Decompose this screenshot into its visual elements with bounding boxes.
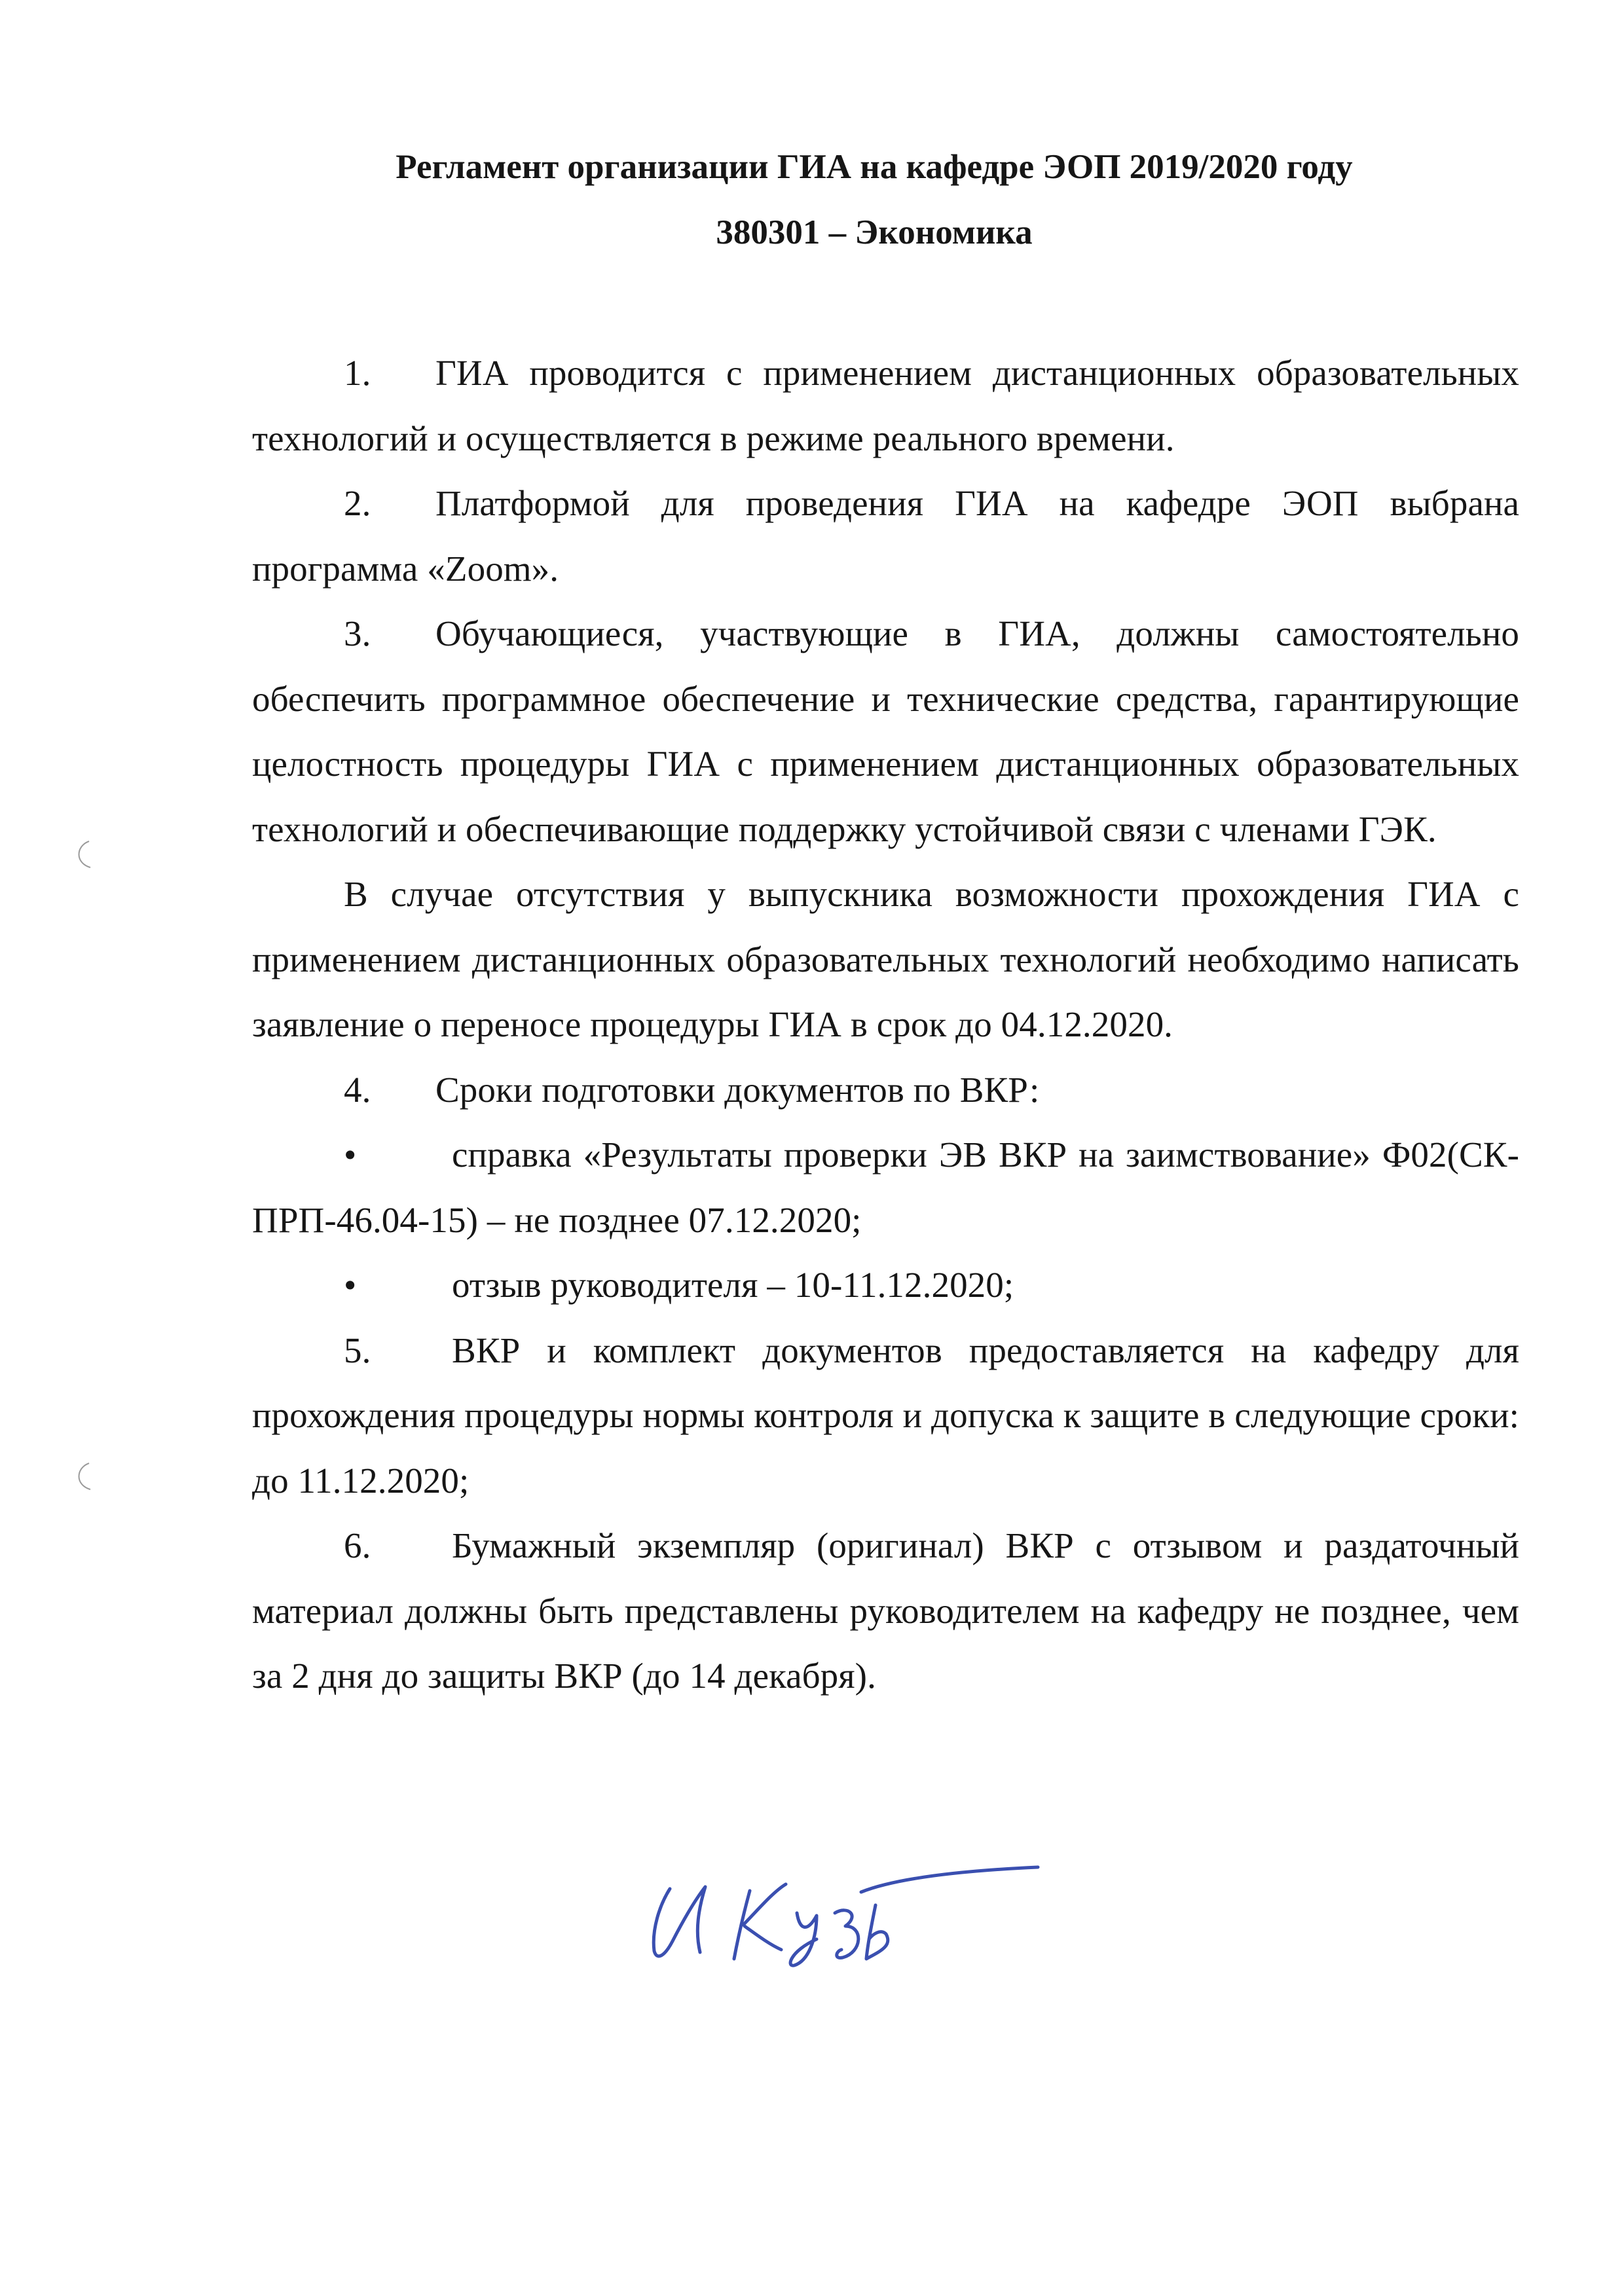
item-number: 1. <box>344 353 371 393</box>
item-text: Бумажный экземпляр (оригинал) ВКР с отзывом и раздаточный материал должны быть представлены руководителем на кафедру не позднее, чем за 2 дня до защиты ВКР (до 14 декабря). <box>252 1525 1519 1696</box>
list-item-1 <box>252 340 1519 471</box>
item-text: ВКР и комплект документов предоставляется на кафедру для прохождения процедуры нормы контроля и допуска к защите в следующие сроки: до 11.12.2020; <box>252 1330 1519 1501</box>
bullet-icon: • <box>344 1265 357 1305</box>
list-item-3 <box>252 601 1519 862</box>
list-item-4 <box>252 1057 1519 1123</box>
handwritten-signature <box>645 1853 1044 1971</box>
item-number: 5. <box>344 1330 371 1370</box>
item-number: 2. <box>344 483 371 523</box>
document-subtitle: 380301 – Экономика <box>716 213 1033 251</box>
item-text: Сроки подготовки документов по ВКР: <box>435 1069 1040 1110</box>
item-number: 3. <box>344 613 371 653</box>
item-number: 6. <box>344 1525 371 1565</box>
bullet-icon: • <box>344 1135 357 1175</box>
item-number: 4. <box>344 1069 371 1110</box>
margin-mark <box>71 1460 97 1493</box>
item-text: Платформой для проведения ГИА на кафедре ЭОП выбрана программа «Zoom». <box>252 483 1519 589</box>
item-text: ГИА проводится с применением дистанционных образовательных технологий и осуществляется в режиме реального времени. <box>252 353 1519 458</box>
paragraph-transfer-note: В случае отсутствия у выпускника возможности прохождения ГИА с применением дистанционных образовательных технологий необходимо написать заявление о переносе процедуры ГИА в срок до 04.12.2020. <box>252 874 1519 1044</box>
bullet-item-review <box>252 1252 1519 1318</box>
document-body <box>252 340 1519 1709</box>
margin-mark <box>71 838 97 871</box>
item-text: отзыв руководителя – 10-11.12.2020; <box>452 1265 1014 1305</box>
document-title: Регламент организации ГИА на кафедре ЭОП 2019/2020 году <box>396 148 1353 186</box>
list-item-2 <box>252 471 1519 601</box>
list-item-6 <box>252 1513 1519 1709</box>
item-text: справка «Результаты проверки ЭВ ВКР на заимствование» Ф02(СК-ПРП-46.04-15) – не позднее 07.12.2020; <box>252 1135 1519 1240</box>
item-text: Обучающиеся, участвующие в ГИА, должны самостоятельно обеспечить программное обеспечение и технические средства, гарантирующие целостность процедуры ГИА с применением дистанционных образовательных технологий и обеспечивающие поддержку устойчивой связи с членами ГЭК. <box>252 613 1519 849</box>
bullet-item-reference <box>252 1122 1519 1252</box>
list-item-5 <box>252 1318 1519 1514</box>
